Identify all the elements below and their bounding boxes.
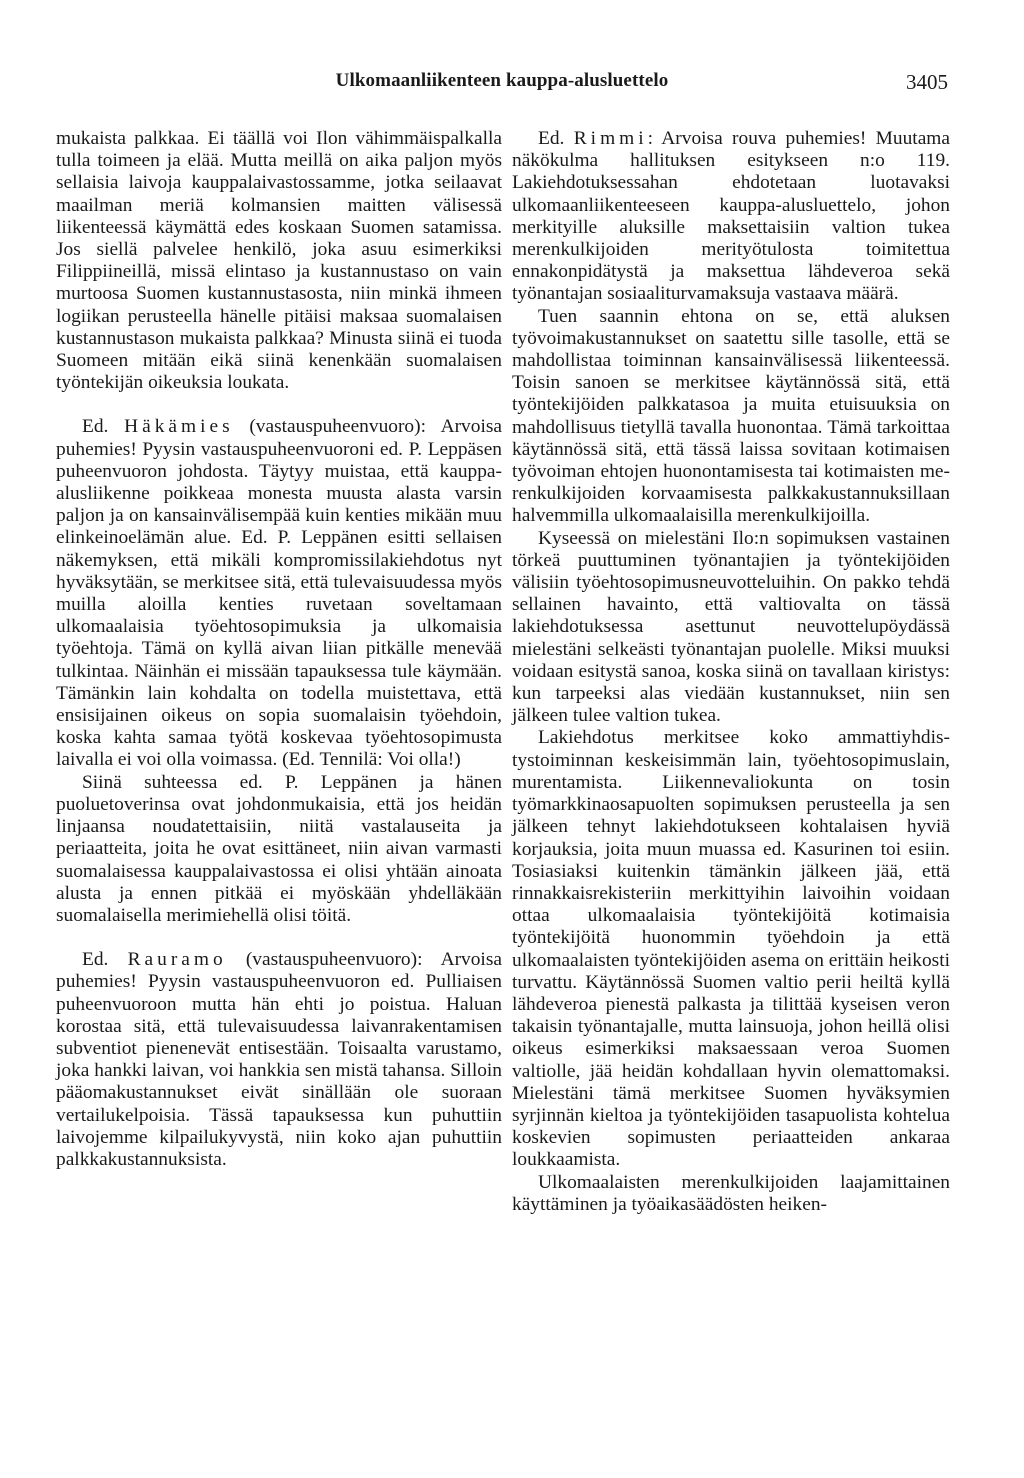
paragraph-kyseessa: Kyseessä on mielestäni Ilo:n sopimuksen vastainen törkeä puuttuminen työnantajien ja työntekijöiden välisiin työehtosopimusneuvotteluihin. On pakko tehdä sellainen havainto, että valtiovalta on tässä lakiehdotuksessa asettunut neuvottelupöydässä mielestäni selkeästi työnantajan puolelle. Miksi muuksi voidaan esitystä sanoa, koska siinä on tavallaan kiristys: kun tarpeeksi alas viedään kustannukset, niin sen jälkeen tulee valtion tukea. [512, 527, 950, 727]
speaker-prefix: Ed. [82, 416, 109, 438]
paragraph-lakiehdotus: Lakiehdotus merkitsee koko ammattiyhdistystoiminnan keskeisimmän lain, työehtosopimuslain, murentamista. Liikennevaliokunta on tosin työmarkkinaosapuolten sopimuksen perusteella ja sen jälkeen tehnyt lakiehdotukseen kohtalaisen hyviä korjauksia, joita muun muassa ed. Kasurinen toi esiin. Tosiasiaksi kuitenkin tämänkin jälkeen jää, että rinnakkaisrekisteriin merkittyihin laivoihin voidaan ottaa ulkomaalaisia työntekijöitä kotimaisia työntekijöitä huonommin työehdoin ja että ulkomaalaisten työntekijöiden asema on erittäin heikosti turvattu. Käytännössä Suomen valtio perii heiltä kyllä lähdeveroa pienestä palkasta ja tilittää kyseisen veron takaisin työnantajalle, mutta lainsuoja, johon heillä olisi oikeus esimerkiksi maksaessaan veroa Suomen valtiolle, jää heidän kohdallaan hyvin olemattomaksi. Mielestäni tämä merkitsee Suomen hyväksymien syrjinnän kieltoa ja työntekijöiden tasapuolista kohtelua koskevien sopimusten periaatteiden ankaraa loukkaamista. [512, 727, 950, 1171]
speaker-prefix: Ed. [538, 128, 565, 149]
speech-text: : Arvoisa rouva puhemies! Muutama näkökulma hallituksen esitykseen n:o 119. Lakiehdotuksessahan ehdotetaan luotavaksi ulkomaanliikenteeseen kauppa-alusluettelo, johon merkityille aluksille maksettaisiin valtion tukea merenkulkijoiden merityötulosta toimitettua ennakonpidätystä ja maksettua lähdeveroa sekä työnantajan sosiaaliturvamaksuja vastaava määrä. [512, 128, 950, 305]
speech-text: (vastauspuheenvuoro): Arvoisa puhemies! Pyysin vastauspuheenvuoroni ed. P. Leppäsen puheenvuoron johdosta. Täytyy muistaa, että kauppa-alusliikenne poikkeaa monesta muusta alasta varsin paljon ja on kansainvälisempää kuin kenties mikään muu elinkeinoelämän alue. Ed. P. Leppänen esitti sellaisen näkemyksen, että mikäli kompromissilakiehdotus nyt hyväksytään, se merkitsee sitä, että tulevaisuudessa myös muilla aloilla kenties ruvetaan soveltamaan ulkomaalaisia työehtosopimuksia ja ulkomaisia työehtoja. Tämä on kyllä aivan liian pitkälle menevää tulkintaa. Näinhän ei missään tapauksessa tule käymään. Tämänkin lain kohdalta on todella muistettava, että ensisijainen oikeus on sopia suomalaisin työehdoin, koska kahta samaa työtä koskevaa työehtosopimusta laivalla ei voi olla voimassa. (Ed. Tennilä: Voi olla!) [56, 416, 502, 771]
speaker-name: Rauramo [127, 949, 227, 971]
left-column [56, 128, 502, 1171]
running-header [56, 70, 948, 100]
paragraph-continuation: mukaista palkkaa. Ei täällä voi Ilon vähimmäispalkalla tulla toimeen ja elää. Mutta meillä on aika paljon myös sellaisia laivoja kauppalaivastossamme, jotka seilaavat maailman meriä kolmansien maitten välisessä liikenteessä käymättä edes koskaan Suomen satamissa. Jos siellä palvelee henkilö, joka asuu esimerkiksi Filippiineillä, missä elintaso ja kustannustaso on vain murtoosa Suomen kustannustasosta, niin minkä ihmeen logiikan perusteella hänelle pitäisi maksaa suomalaisen kustannustason mukaista palkkaa? Minusta siinä ei tuoda Suomeen mitään eikä siinä kenenkään suomalaisen työntekijän oikeuksia loukata. [56, 128, 502, 394]
running-title: Ulkomaanliikenteen kauppa-alusluettelo [335, 70, 669, 91]
paragraph-rauramo [56, 949, 502, 1171]
speech-text: (vastauspuheenvuoro): Arvoisa puhemies! Pyysin vastauspuheenvuoron ed. Pulliaisen puheenvuoroon mutta hän ehti jo poistua. Haluan korostaa sitä, että tulevaisuudessa laivanrakentamisen subventiot pienenevät entisestään. Toisaalta varustamo, joka hankki laivan, voi hankkia sen mistä tahansa. Silloin pääomakustannukset eivät sinällään ole suoraan vertailukelpoisia. Tässä tapauksessa kun puhuttiin laivojemme kilpailukyvystä, niin koko ajan puhuttiin palkkakustannuksista. [56, 949, 502, 1170]
speaker-name: Rimmi [573, 128, 648, 149]
paragraph-hakamies-continued: Siinä suhteessa ed. P. Leppänen ja hänen puoluetoverinsa ovat johdonmukaisia, että jos heidän linjaansa noudatettaisiin, niitä vastalauseita ja periaatteita, joita he ovat esittäneet, niin aivan varmasti suomalaisessa kauppalaivastossa ei olisi yhtään ainoata alusta ja ennen pitkää ei myöskään yhdelläkään suomalaisella merimiehellä olisi töitä. [56, 771, 502, 926]
speaker-prefix: Ed. [82, 949, 109, 971]
paragraph-tuen-saannin: Tuen saannin ehtona on se, että aluksen työvoimakustannukset on saatettu sille tasolle, että se mahdollistaa toiminnan kansainvälisessä liikenteessä. Toisin sanoen se merkitsee käytännössä sitä, että työntekijöiden palkkatasoa ja muita etuisuuksia on mahdollisuus tietyllä tavalla huonontaa. Tämä tarkoittaa käytännössä sitä, että tässä laissa sovitaan kotimaisen työvoiman ehtojen huonontamisesta tai kotimaisten merenkulkijoiden korvaamisesta palkkakustannuksillaan halvemmilla ulkomaalaisilla merenkulkijoilla. [512, 305, 950, 527]
paragraph-rimmi [512, 128, 950, 306]
page-number: 3405 [906, 70, 948, 94]
right-column [512, 128, 950, 1216]
paragraph-hakamies [56, 416, 502, 771]
paragraph-ulkomaalaisten: Ulkomaalaisten merenkulkijoiden laajamittainen käyttäminen ja työaikasäädösten heiken- [512, 1171, 950, 1215]
speaker-name: Häkämies [124, 416, 234, 438]
